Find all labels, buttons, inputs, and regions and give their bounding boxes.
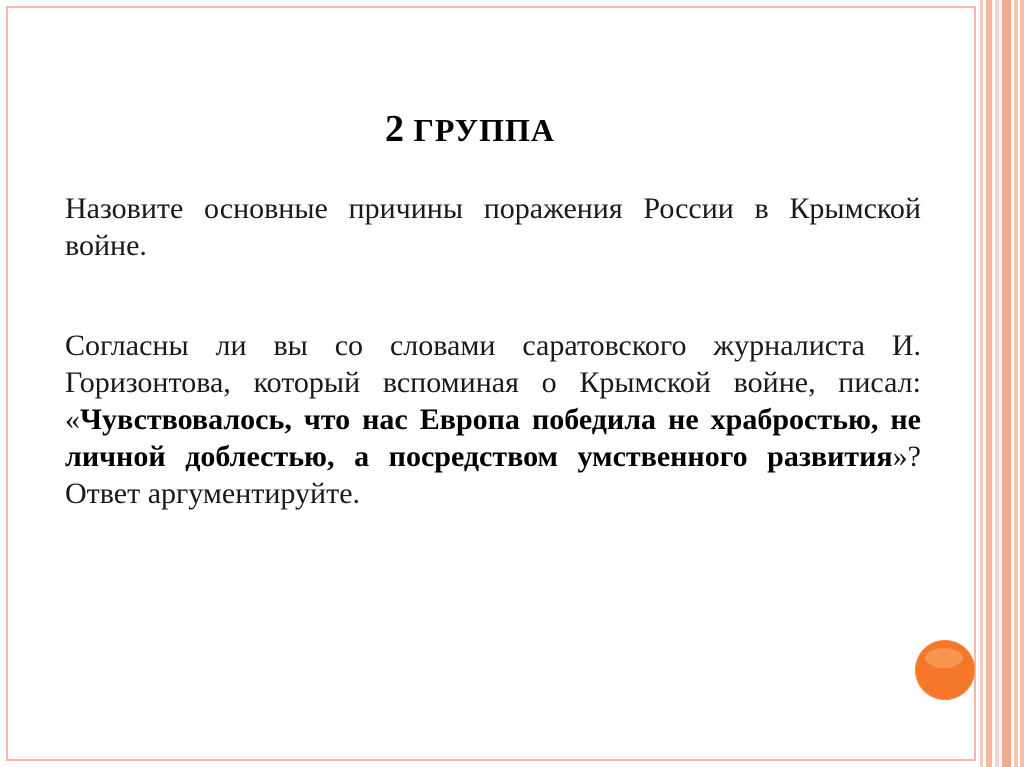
question-2-outro: »? Ответ аргументируйте.: [65, 440, 921, 510]
question-2: [65, 327, 921, 512]
slide-title: [0, 105, 940, 154]
decorative-stripes: [980, 0, 1024, 767]
accent-dot: [915, 640, 975, 700]
title-word: ГРУППА: [413, 112, 555, 148]
title-number: 2: [385, 108, 404, 150]
question-2-intro: Согласны ли вы со словами саратовского журналиста И. Горизонтова, который вспоминая о Крымской войне, писал: «: [65, 329, 921, 436]
question-2-quote: Чувствовалось, что нас Европа победила не храбростью, не личной доблестью, а посредством умственного развития: [65, 403, 921, 473]
question-1: Назовите основные причины поражения России в Крымской войне.: [65, 192, 921, 262]
